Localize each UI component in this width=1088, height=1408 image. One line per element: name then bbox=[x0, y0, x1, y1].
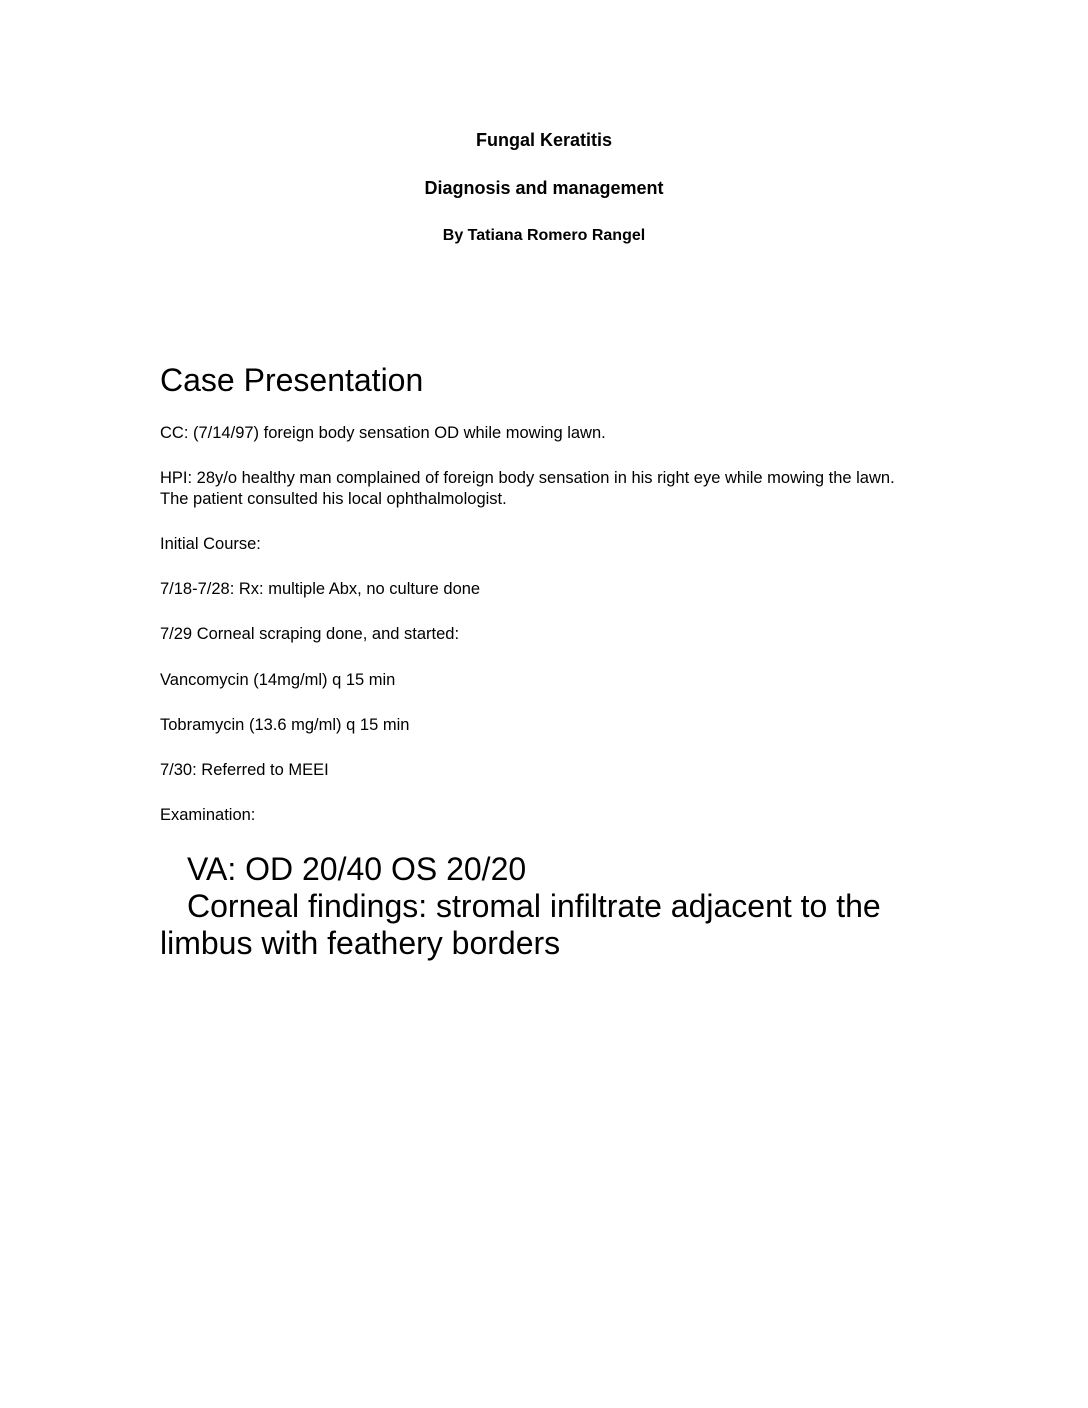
vancomycin-paragraph: Vancomycin (14mg/ml) q 15 min bbox=[160, 671, 396, 689]
hpi-paragraph: HPI: 28y/o healthy man complained of foreign body sensation in his right eye while mowing the lawn. The patient consulted his local ophthalmologist. bbox=[160, 469, 895, 508]
rx-paragraph: 7/18-7/28: Rx: multiple Abx, no culture done bbox=[160, 580, 481, 598]
visual-acuity-finding: VA: OD 20/40 OS 20/20 bbox=[187, 851, 527, 887]
scraping-paragraph: 7/29 Corneal scraping done, and started: bbox=[160, 625, 460, 643]
initial-course-label: Initial Course: bbox=[160, 535, 261, 553]
corneal-findings: Corneal findings: stromal infiltrate adjacent to the limbus with feathery borders bbox=[160, 888, 881, 961]
referred-paragraph: 7/30: Referred to MEEI bbox=[160, 761, 329, 779]
examination-label: Examination: bbox=[160, 806, 256, 824]
tobramycin-paragraph: Tobramycin (13.6 mg/ml) q 15 min bbox=[160, 716, 410, 734]
section-heading-case-presentation: Case Presentation bbox=[160, 362, 424, 398]
document-subtitle: Diagnosis and management bbox=[424, 178, 664, 198]
document-author: By Tatiana Romero Rangel bbox=[442, 227, 646, 244]
document-title: Fungal Keratitis bbox=[475, 130, 613, 150]
chief-complaint-paragraph: CC: (7/14/97) foreign body sensation OD while mowing lawn. bbox=[160, 424, 606, 442]
